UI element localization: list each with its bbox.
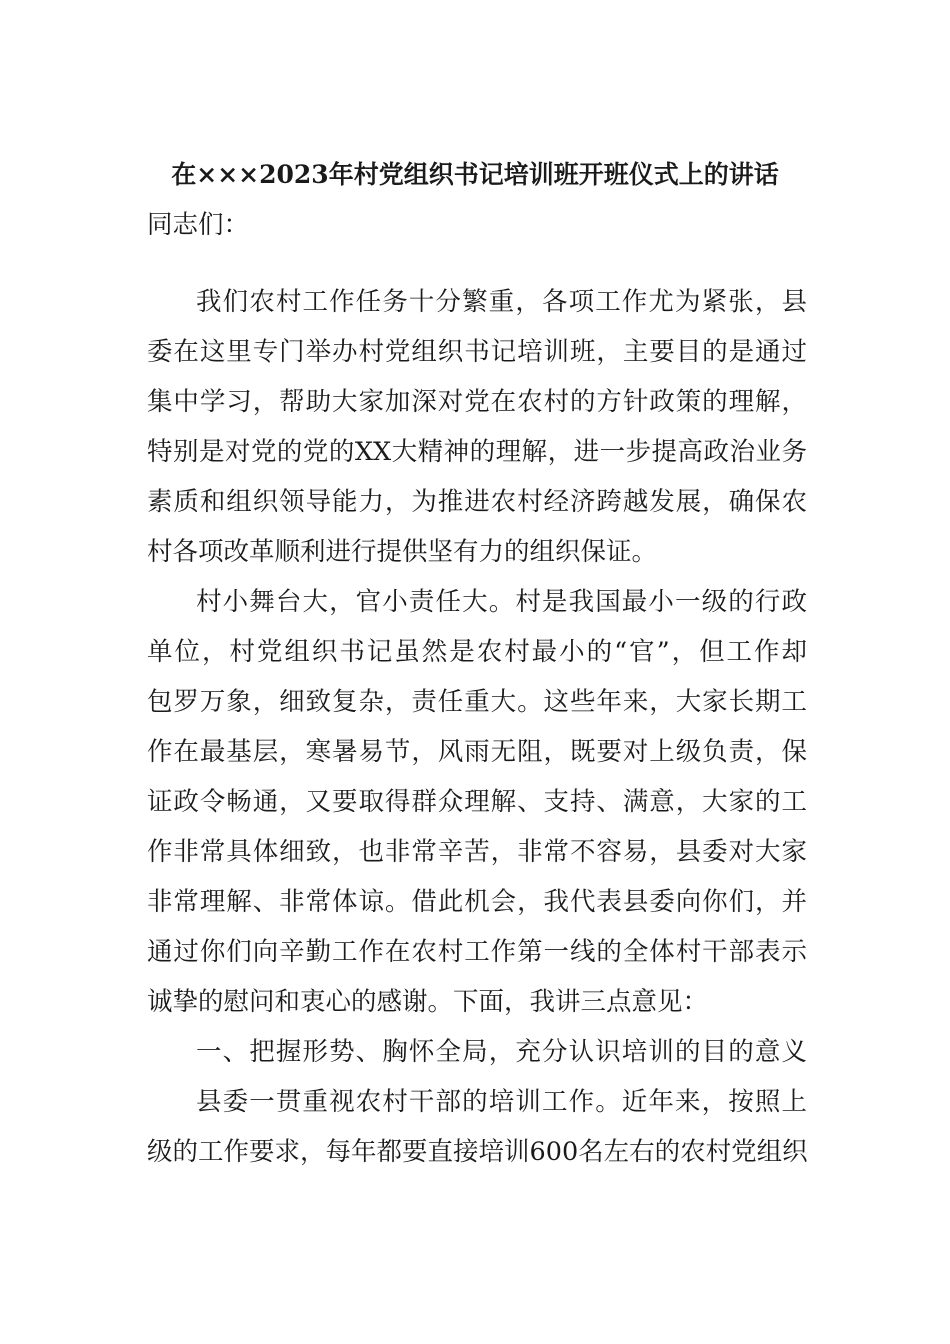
paragraph-2-line-4: 作在最基层，寒暑易节，风雨无阻，既要对上级负责，保 (147, 737, 807, 767)
paragraph-1-line-6: 村各项改革顺利进行提供坚有力的组织保证。 (147, 537, 658, 567)
paragraph-2-line-7: 非常理解、非常体谅。借此机会，我代表县委向你们，并 (147, 887, 807, 917)
salutation: 同志们： (147, 210, 250, 240)
paragraph-1-line-1: 我们农村工作任务十分繁重，各项工作尤为紧张，县 (196, 287, 807, 317)
paragraph-1-line-2: 委在这里专门举办村党组织书记培训班，主要目的是通过 (147, 337, 807, 367)
paragraph-2-line-1: 村小舞台大，官小责任大。村是我国最小一级的行政 (196, 587, 807, 617)
paragraph-2-line-9: 诚挚的慰问和衷心的感谢。下面，我讲三点意见： (147, 987, 709, 1017)
document-title: 在×××2023年村党组织书记培训班开班仪式上的讲话 (171, 160, 779, 189)
paragraph-1-line-3: 集中学习，帮助大家加深对党在农村的方针政策的理解， (147, 387, 807, 417)
paragraph-3-line-1: 县委一贯重视农村干部的培训工作。近年来，按照上 (196, 1087, 807, 1117)
paragraph-3-line-2: 级的工作要求，每年都要直接培训600名左右的农村党组织 (147, 1137, 808, 1167)
paragraph-2-line-2: 单位，村党组织书记虽然是农村最小的“官”，但工作却 (147, 637, 807, 667)
section-heading-1: 一、把握形势、胸怀全局，充分认识培训的目的意义 (196, 1037, 807, 1067)
paragraph-1-line-5: 素质和组织领导能力，为推进农村经济跨越发展，确保农 (147, 487, 807, 517)
paragraph-1-line-4: 特别是对党的党的XX大精神的理解，进一步提高政治业务 (147, 437, 807, 467)
paragraph-2-line-3: 包罗万象，细致复杂，责任重大。这些年来，大家长期工 (147, 687, 807, 717)
paragraph-2-line-8: 通过你们向辛勤工作在农村工作第一线的全体村干部表示 (147, 937, 807, 967)
paragraph-2-line-5: 证政令畅通，又要取得群众理解、支持、满意，大家的工 (147, 787, 807, 817)
paragraph-2-line-6: 作非常具体细致，也非常辛苦，非常不容易，县委对大家 (147, 837, 807, 867)
